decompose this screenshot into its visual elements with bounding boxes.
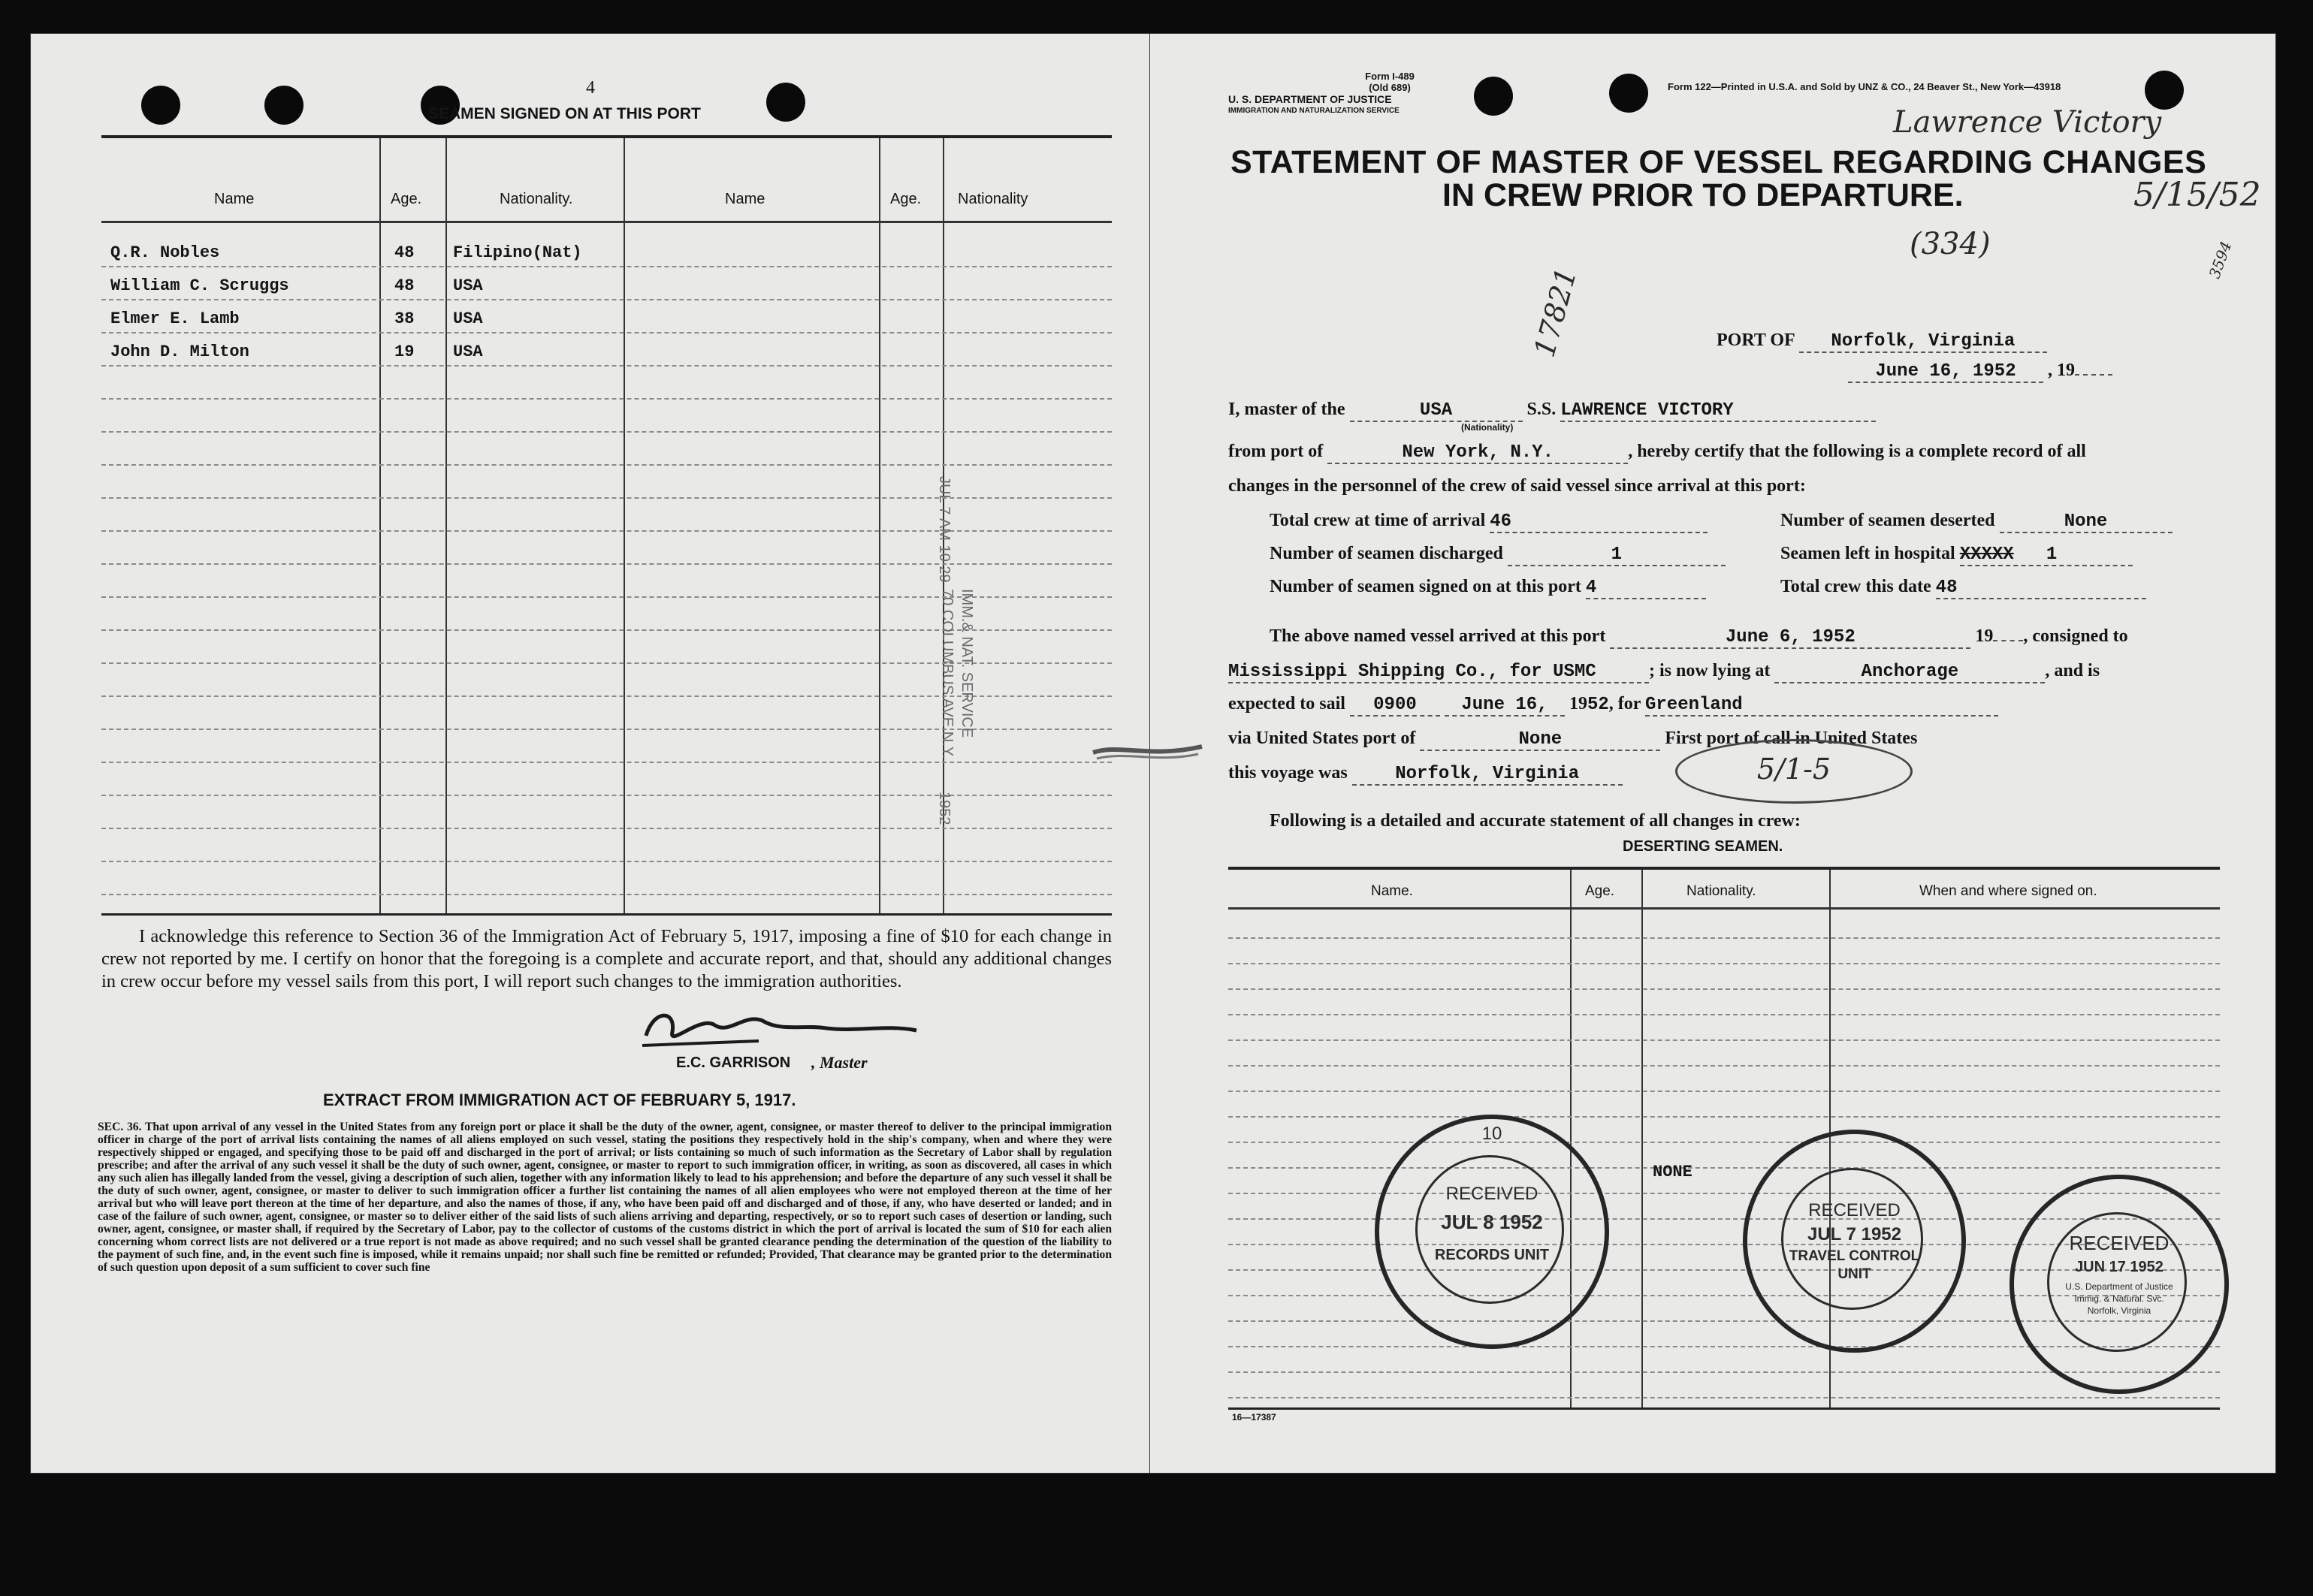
seaman-age: 19 — [394, 342, 415, 361]
handwritten-code: (334) — [1910, 227, 1991, 261]
arrived-suffix: 19 — [1975, 626, 1994, 646]
total-date-label: Total crew this date — [1780, 577, 1931, 596]
seaman-name: John D. Milton — [110, 342, 249, 361]
right-page: Form I-489 (Old 689) U. S. DEPARTMENT OF JUSTICE IMMIGRATION AND NATURALIZATION SERVICE Form 122—Printed in U.S.A. and Sold by UNZ & CO., 24 Beaver St., New York—43918 Lawrence Victory STATEMENT OF MASTER OF VESSEL REGARDING CHANGES IN CREW PRIOR TO DEPARTURE. 5/15/52 (334) 3594 17821 PORT OF Norfolk, Virginia June 16, 1952 , 19 I, master of the USA S.S. LAWRENCE VICTORY (Nationality) from port of New York, N.Y. , hereby certify that the following is a complete record of all changes in the personnel of the crew of said vessel since arrival at this port: Total crew at time of arrival 46 Number of seamen deserted None Number of seamen discharged 1 Seamen left in hospital XXXXX 1 Number of seamen signed on at this port 4 Total crew this date 48 The above named vessel arrived at this port June 6, 1952 19 , consigned to Mississippi Shipping Co., for USMC ; is now lying at Anchorage , and is expected to sail 0900 June 16, 1952, for Greenland via United States port of None First port of call in United States this voyage was Norfolk, Virginia 5/1-5 Following is a detailed and accurate statement of all changes in crew: DESERTING SEAMEN. Name. Age. Nationality. When and where signed on. NONE 16—17387 10 RECEIVED JUL 8 1952 RECORDS UNIT RECEIVED JUL 7 1952 TRAVEL CONTROL UNIT RECEIVED JUN 17 1952 U.S. Department of Justice Immig. & Natural. Svc. Norfolk, Virginia — [1149, 33, 2276, 1474]
handwritten-number: 17821 — [1527, 264, 1584, 361]
row-rule — [101, 332, 1112, 333]
footer-code: 16—17387 — [1232, 1412, 1276, 1423]
total-arrival-value: 46 — [1490, 511, 1708, 533]
punch-hole — [1609, 74, 1648, 113]
received-stamp-records: 10 RECEIVED JUL 8 1952 RECORDS UNIT — [1375, 1115, 1609, 1349]
handwritten-date: 5/15/52 — [2133, 176, 2261, 214]
sail-time: 0900 — [1350, 695, 1440, 717]
deserted-value: None — [2000, 511, 2173, 533]
expected-label: expected to sail — [1228, 694, 1345, 714]
row-rule — [1228, 1397, 2220, 1398]
seaman-age: 48 — [394, 276, 415, 295]
col-header-nationality-2: Nationality — [958, 191, 1028, 207]
sail-date: June 16, — [1445, 695, 1565, 717]
voyage-label: this voyage was — [1228, 763, 1348, 783]
row-rule — [101, 563, 1112, 565]
via-label: via United States port of — [1228, 729, 1416, 748]
col-header-name-2: Name — [725, 191, 765, 207]
nationality-value: USA — [1350, 400, 1523, 422]
destination: Greenland — [1645, 695, 1998, 717]
service: IMMIGRATION AND NATURALIZATION SERVICE — [1228, 107, 1400, 115]
row-rule — [1228, 1039, 2220, 1041]
side-stamp: IMM.& NAT. SERVICE 70 COLUMBUS AVE.N.Y. JUL 7 AM 10 29 1952 — [936, 476, 975, 825]
discharged-label: Number of seamen discharged — [1270, 544, 1503, 563]
signed-on-value: 4 — [1586, 578, 1706, 599]
statement-date: June 16, 1952 — [1848, 361, 2043, 383]
row-rule — [101, 365, 1112, 367]
punch-hole — [766, 83, 805, 122]
col-header-nationality: Nationality. — [500, 191, 573, 207]
handwritten-name: Lawrence Victory — [1893, 105, 2162, 140]
extract-title: EXTRACT FROM IMMIGRATION ACT OF FEBRUARY 5, 1917. — [323, 1091, 796, 1109]
row-rule — [101, 894, 1112, 895]
acknowledgement-text: I acknowledge this reference to Section 36 of the Immigration Act of February 5, 1917, imposing a fine of $10 for each change in crew not reported by me. I certify on honor that the foregoing is a complete and accurate report, and that, should any additional changes in crew occur before my vessel sails from this port, I will report such changes to the immigration authorities. — [101, 926, 1112, 991]
deserted-label: Number of seamen deserted — [1780, 511, 1995, 530]
row-rule — [1228, 937, 2220, 939]
pencil-mark — [1089, 736, 1209, 766]
extract-text: SEC. 36. That upon arrival of any vessel in the United States from any foreign port or place it shall be the duty of the owner, agent, consignee, or master thereof to deliver to the principal immigration officer in charge of the port of arrival lists containing the names of all aliens employed on such vessel, stating the positions they respectively hold in the ship's company, when and where they were respectively shipped or engaged, and specifying those to be paid off and discharged in the port of arrival; or lists containing so much of such information as the Secretary of Labor shall by regulation prescribe; and after the arrival of any such vessel it shall be the duty of such owner, agent, consignee, or master to report to such immigration officer, in writing, as soon as discovered, all cases in which any such alien has illegally landed from the vessel, giving a description of such alien, together with any information likely to lead to his apprehension; and before the departure of any such vessel it shall be the duty of such owner, agent, consignee, or master to deliver to such immigration officer a further list containing the names of all alien employees who were not employed thereon at the time of her arrival but who will leave port thereon at the time of her departure, and also the names of those, if any, who have been paid off and discharged and of those, if any, who have deserted or landed; and in case of the failure of such owner, agent, consignee, or master so to deliver either of the said lists of such aliens arriving and departing, respectively, or so to report such cases of desertion or landing, such owner, agent, consignee, or master shall, if required by the Secretary of Labor, pay to the collector of customs of the customs district in which the port of arrival is located the sum of $10 for each alien concerning whom correct lists are not delivered or a true report is not made as above required; and no such vessel shall be granted clearance pending the determination of the question of the liability to the payment of such fine, and, in the event such fine is imposed, while it remains unpaid; nor shall such fine be remitted or refunded; Provided, That clearance may be granted prior to the determination of such question upon deposit of a sum sufficient to cover such fine — [98, 1121, 1112, 1274]
from-port-label: from port of — [1228, 442, 1324, 461]
punch-hole — [2145, 71, 2184, 110]
port-value: Norfolk, Virginia — [1799, 331, 2047, 353]
seaman-name: Elmer E. Lamb — [110, 309, 240, 328]
received-stamp-travel-control: RECEIVED JUL 7 1952 TRAVEL CONTROL UNIT — [1743, 1130, 1966, 1353]
master-signature — [631, 1002, 947, 1054]
printer-note: Form 122—Printed in U.S.A. and Sold by UNZ & CO., 24 Beaver St., New York—43918 — [1668, 81, 2061, 92]
section-title: SEAMEN SIGNED ON AT THIS PORT — [428, 105, 701, 122]
seaman-nationality: USA — [453, 342, 483, 361]
from-port-value: New York, N.Y. — [1327, 442, 1628, 464]
seaman-nationality: Filipino(Nat) — [453, 243, 582, 262]
sail-year-prefix: 19 — [1569, 694, 1587, 714]
seaman-age: 48 — [394, 243, 415, 262]
and-is-label: , and is — [2045, 661, 2100, 680]
row-rule — [1228, 1167, 2220, 1169]
signed-on-label: Number of seamen signed on at this port — [1270, 577, 1581, 596]
via-value: None — [1420, 729, 1660, 751]
ss-label: S.S. — [1526, 400, 1557, 419]
punch-hole — [141, 86, 180, 125]
voyage-value: Norfolk, Virginia — [1352, 764, 1623, 786]
punch-hole — [264, 86, 303, 125]
changes-text: changes in the personnel of the crew of said vessel since arrival at this port: — [1228, 476, 1806, 496]
row-rule — [101, 795, 1112, 796]
deserting-title: DESERTING SEAMEN. — [1623, 838, 1783, 855]
hospital-struck: XXXXX — [1959, 545, 2014, 565]
row-rule — [101, 398, 1112, 400]
row-rule — [101, 530, 1112, 532]
port-label: PORT OF — [1717, 330, 1795, 350]
form-title-line2: IN CREW PRIOR TO DEPARTURE. — [1442, 177, 1964, 213]
total-arrival-label: Total crew at time of arrival — [1270, 511, 1486, 530]
row-rule — [101, 762, 1112, 763]
first-port-label: First port of call in United States — [1665, 729, 1918, 748]
certify-text: , hereby certify that the following is a complete record of all — [1628, 442, 2086, 461]
row-rule — [101, 861, 1112, 862]
vessel-name: LAWRENCE VICTORY — [1560, 400, 1876, 422]
none-value: NONE — [1653, 1163, 1692, 1181]
signed-on-table — [101, 135, 1112, 916]
row-rule — [1228, 1142, 2220, 1143]
master-of-label: I, master of the — [1228, 400, 1345, 419]
row-rule — [101, 828, 1112, 829]
col-header-age: Age. — [391, 191, 422, 207]
date-suffix: 19 — [2057, 361, 2075, 380]
row-rule — [1228, 1091, 2220, 1092]
department: U. S. DEPARTMENT OF JUSTICE — [1228, 93, 1392, 105]
row-rule — [101, 299, 1112, 300]
row-rule — [1228, 963, 2220, 964]
row-rule — [1228, 1116, 2220, 1118]
col-header-name: Name — [214, 191, 255, 207]
discharged-value: 1 — [1508, 545, 1726, 566]
seaman-nationality: USA — [453, 309, 483, 328]
arrived-value: June 6, 1952 — [1610, 627, 1970, 649]
lying-label: ; is now lying at — [1649, 661, 1771, 680]
master-name: E.C. GARRISON — [676, 1054, 791, 1071]
received-stamp-norfolk: RECEIVED JUN 17 1952 U.S. Department of Justice Immig. & Natural. Svc. Norfolk, Virginia — [2010, 1175, 2229, 1394]
for-label: , for — [1608, 694, 1641, 714]
punch-hole — [1474, 77, 1513, 116]
oval-mark: 5/1-5 — [1675, 739, 1913, 804]
total-date-value: 48 — [1936, 578, 2146, 599]
left-page: 4 SEAMEN SIGNED ON AT THIS PORT Name Age. Nationality. Name Age. Nationality Q.R. Nobles 48 Filipino(Nat) William C. Scruggs 48 USA Elmer E. Lamb 38 USA John D. Milton 19 USA IMM.& NAT. SERVICE 70 COLUMBUS AVE.N.Y. JUL 7 AM 10 29 1952 I acknowledge this reference to Section 36 of the Immigration Act of February 5, 1917, imposing a fine of $10 for each change in crew not reported by me. I certify on honor that the foregoing is a complete and accurate report, and that, should any additional changes in crew occur before my vessel sails from this port, I will report such changes to the immigration authorities. E.C. GARRISON , Master EXTRACT FROM IMMIGRATION ACT OF FEBRUARY 5, 1917. SEC. 36. That upon arrival of any vessel in the United States from any foreign port or place it shall be the duty of the owner, agent, consignee, or master thereof to deliver to the principal immigration officer in charge of the port of arrival lists containing the names of all aliens employed on such vessel, stating the positions they respectively hold in the ship's company, when and where they were respectively shipped or engaged, and specifying those to be paid off and discharged in the port of arrival; or lists containing so much of such information as the Secretary of Labor shall by regulation prescribe; and after the arrival of any such vessel it shall be the duty of such owner, agent, consignee, or master to report to such immigration officer, in writing, as soon as discovered, all cases in which any such alien has illegally landed from the vessel, giving a description of such alien, together with any information likely to lead to his apprehension; and before the departure of any such vessel it shall be the duty of such owner, agent, consignee, or master to deliver to such immigration officer a further list containing the names of all alien employees who were not employed thereon at the time of her arrival but who will leave port thereon at the time of her departure, and also the names of those, if any, who have been paid off and discharged and of those, if any, who have deserted or landed; and in case of the failure of such owner, agent, consignee, or master so to deliver either of the said lists of such aliens arriving and departing, respectively, or so to report such cases of desertion or landing, such owner, agent, consignee, or master shall, if required by the Secretary of Labor, pay to the collector of customs of the customs district in which the port of arrival is located the sum of $10 for each alien concerning whom correct lists are not delivered or a true report is not made as above required; and no such vessel shall be granted clearance pending the determination of the question of the liability to the payment of such fine, and, in the event such fine is imposed, while it remains unpaid; nor shall such fine be remitted or refunded; Provided, That clearance may be granted prior to the determination of such question upon deposit of a sum sufficient to cover such fine — [30, 33, 1163, 1474]
arrived-label: The above named vessel arrived at this port — [1270, 626, 1606, 646]
seaman-nationality: USA — [453, 276, 483, 295]
form-number: Form I-489 (Old 689) — [1365, 71, 1415, 93]
row-rule — [101, 431, 1112, 433]
hospital-value: 1 — [2046, 545, 2058, 565]
page-number: 4 — [586, 78, 595, 98]
seaman-name: William C. Scruggs — [110, 276, 289, 295]
row-rule — [101, 497, 1112, 499]
col-header-age: Age. — [1585, 883, 1615, 899]
row-rule — [1228, 1014, 2220, 1015]
col-header-signed-on: When and where signed on. — [1919, 883, 2097, 899]
seaman-name: Q.R. Nobles — [110, 243, 220, 262]
col-header-name: Name. — [1371, 883, 1413, 899]
nationality-caption: (Nationality) — [1461, 422, 1514, 433]
hospital-label: Seamen left in hospital — [1780, 544, 1955, 563]
handwritten-small: 3594 — [2205, 238, 2236, 282]
row-rule — [101, 266, 1112, 267]
master-label: Master — [820, 1053, 868, 1072]
lying-value: Anchorage — [1774, 662, 2045, 683]
seaman-age: 38 — [394, 309, 415, 328]
sail-year: 52 — [1587, 695, 1609, 715]
col-header-age-2: Age. — [890, 191, 922, 207]
following-text: Following is a detailed and accurate statement of all changes in crew: — [1270, 811, 1801, 831]
row-rule — [101, 464, 1112, 466]
row-rule — [1228, 988, 2220, 990]
consigned-label: , consigned to — [2023, 626, 2128, 646]
col-header-nationality: Nationality. — [1686, 883, 1756, 899]
form-title-line1: STATEMENT OF MASTER OF VESSEL REGARDING CHANGES — [1230, 144, 2207, 180]
consignee-value: Mississippi Shipping Co., for USMC — [1228, 662, 1649, 683]
row-rule — [1228, 1065, 2220, 1067]
